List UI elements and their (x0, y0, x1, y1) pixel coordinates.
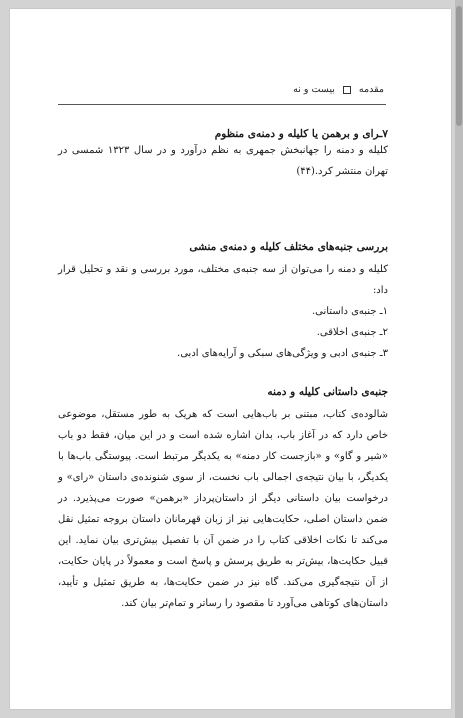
header-rule (58, 104, 386, 105)
paragraph: کلیله و دمنه را می‌توان از سه جنبه‌ی مختلف، مورد بررسی و نقد و تحلیل قرار داد: (58, 264, 388, 296)
list-item: ۲ـ جنبه‌ی اخلاقی. (316, 327, 388, 338)
section-narrative-aspect (58, 386, 388, 614)
header-page-number: بیست و نه (293, 84, 335, 95)
section-heading: ۷ـرای و برهمن یا کلیله و دمنه‌ی منظوم (214, 128, 388, 140)
header-separator-box (343, 86, 351, 94)
list-item: ۱ـ جنبه‌ی داستانی. (311, 306, 388, 317)
section-aspects (58, 241, 388, 364)
paragraph: شالوده‌ی کتاب، مبتنی بر باب‌هایی است که هریک به طور مستقل، موضوعی خاص دارد که در آغاز باب، بدان اشاره شده است و در این میان، فقط دو باب «شیر و گاو» و «بازجست کار دمنه» به یکدیگر مرتبط است. پیوستگی باب‌ها با یکدیگر، با بیان نتیجه‌ی اجمالی باب نخست، از سوی شنونده‌ی داستان «رای» و درخواست بیان داستانی دیگر از داستان‌پرداز «برهمن» صورت می‌پذیرد. در ضمن داستان اصلی، حکایت‌هایی نیز از زبان قهرمانان داستان بروجه تمثیل نقل می‌کند تا نکات اخلاقی کتاب را در ضمن آن با تفصیل بیش‌تری بیان نماید. این قبیل حکایت‌ها، بیش‌تر به طریق پرسش و پاسخ است و معمولاً در پایان حکایت، از آن نتیجه‌گیری می‌کند. گاه نیز در ضمن حکایت‌ها، به طریق تمثیل و تأیید، داستان‌های کوتاهی می‌آورد تا مقصود را رساتر و تمام‌تر بیان کند. (58, 409, 388, 609)
list-item: ۳ـ جنبه‌ی ادبی و ویژگی‌های سبکی و آرایه‌های ادبی. (177, 348, 388, 359)
vertical-scrollbar[interactable] (455, 0, 463, 718)
section-heading: بررسی جنبه‌های مختلف کلیله و دمنه‌ی منشی (189, 241, 388, 253)
header-section-title: مقدمه (358, 84, 384, 95)
section-versified-edition (58, 128, 388, 182)
running-header (114, 84, 384, 95)
section-heading: جنبه‌ی داستانی کلیله و دمنه (267, 386, 388, 398)
scrollbar-thumb[interactable] (456, 6, 462, 126)
paragraph: کلیله و دمنه را جهانبخش جمهری به نظم درآورد و در سال ۱۳۲۳ شمسی در تهران منتشر کرد.(۴۴) (58, 145, 388, 177)
